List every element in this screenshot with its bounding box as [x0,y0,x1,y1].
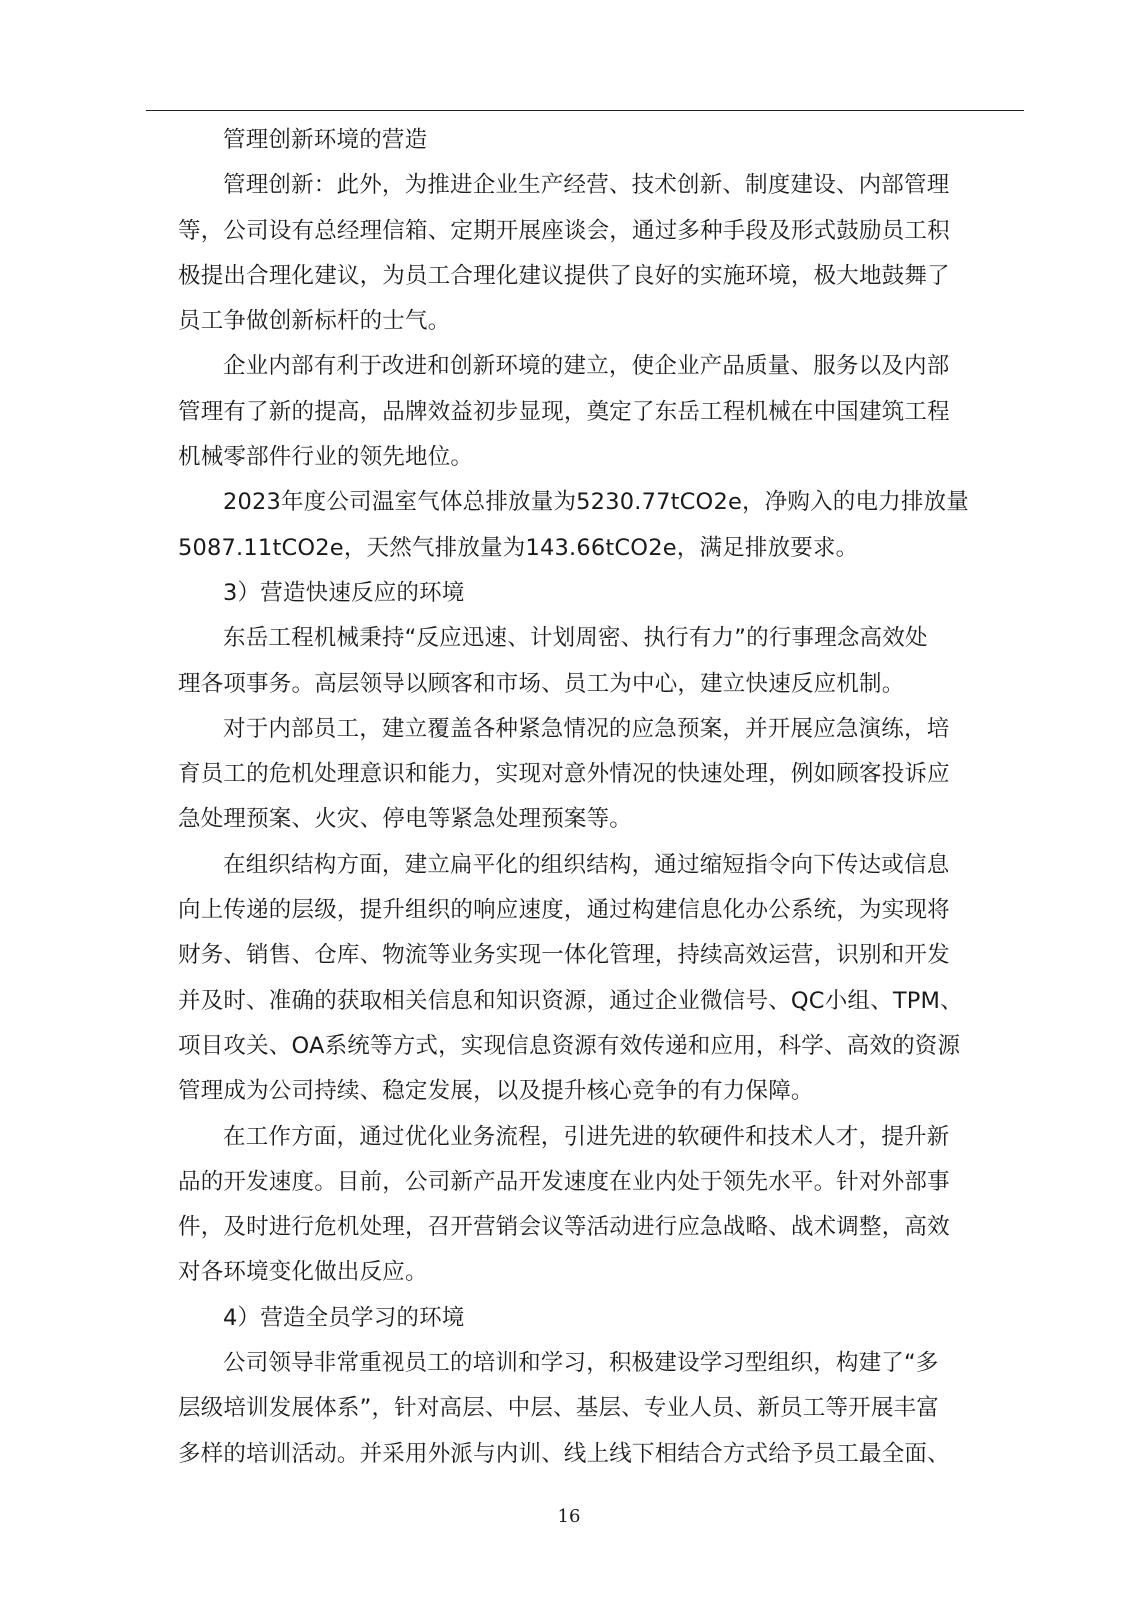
document-body [178,118,978,1477]
text-line: 对各环境变化做出反应。 [178,1259,428,1286]
text-line: 管理有了新的提高，品牌效益初步显现，奠定了东岳工程机械在中国建筑工程 [178,398,950,425]
text-line: 层级培训发展体系”，针对高层、中层、基层、专业人员、新员工等开展丰富 [178,1395,939,1422]
section-heading: 3）营造快速反应的环境 [223,579,465,606]
text-line: 急处理预案、火灾、停电等紧急处理预案等。 [178,806,633,833]
text-line: 公司领导非常重视员工的培训和学习，积极建设学习型组织，构建了“多 [223,1350,939,1377]
text-line: 5087.11tCO2e，天然气排放量为143.66tCO2e，满足排放要求。 [178,534,859,561]
section-heading: 4）营造全员学习的环境 [223,1304,465,1331]
text-line: 管理成为公司持续、稳定发展，以及提升核心竞争的有力保障。 [178,1078,814,1105]
text-line: 向上传递的层级，提升组织的响应速度，通过构建信息化办公系统，为实现将 [178,897,950,924]
text-line: 2023年度公司温室气体总排放量为5230.77tCO2e，净购入的电力排放量 [223,489,970,516]
text-line: 管理创新环境的营造 [223,127,428,153]
text-line: 企业内部有利于改进和创新环境的建立，使企业产品质量、服务以及内部 [223,353,950,380]
text-line: 东岳工程机械秉持“反应迅速、计划周密、执行有力”的行事理念高效处 [223,625,928,652]
text-line: 极提出合理化建议，为员工合理化建议提供了良好的实施环境，极大地鼓舞了 [178,262,950,289]
text-line: 在工作方面，通过优化业务流程，引进先进的软硬件和技术人才，提升新 [223,1123,950,1150]
text-line: 品的开发速度。目前，公司新产品开发速度在业内处于领先水平。针对外部事 [178,1168,950,1195]
text-line: 并及时、准确的获取相关信息和知识资源，通过企业微信号、QC小组、TPM、 [178,987,963,1014]
text-line: 对于内部员工，建立覆盖各种紧急情况的应急预案，并开展应急演练，培 [223,715,950,742]
text-line: 理各项事务。高层领导以顾客和市场、员工为中心，建立快速反应机制。 [178,670,905,697]
text-line: 管理创新：此外，为推进企业生产经营、技术创新、制度建设、内部管理 [223,172,950,199]
text-line: 多样的培训活动。并采用外派与内训、线上线下相结合方式给予员工最全面、 [178,1440,950,1467]
text-line: 等，公司设有总经理信箱、定期开展座谈会，通过多种手段及形式鼓励员工积 [178,217,950,244]
text-line: 育员工的危机处理意识和能力，实现对意外情况的快速处理，例如顾客投诉应 [178,761,950,788]
text-line: 项目攻关、OA系统等方式，实现信息资源有效传递和应用，科学、高效的资源 [178,1032,961,1059]
text-line: 件，及时进行危机处理，召开营销会议等活动进行应急战略、战术调整，高效 [178,1214,950,1241]
text-line: 员工争做创新标杆的士气。 [178,308,451,335]
header-rule [146,110,1024,111]
page-number: 16 [557,1506,581,1527]
text-line: 机械零部件行业的领先地位。 [178,444,474,471]
text-line: 在组织结构方面，建立扁平化的组织结构，通过缩短指令向下传达或信息 [223,851,950,878]
text-line: 财务、销售、仓库、物流等业务实现一体化管理，持续高效运营，识别和开发 [178,942,950,969]
